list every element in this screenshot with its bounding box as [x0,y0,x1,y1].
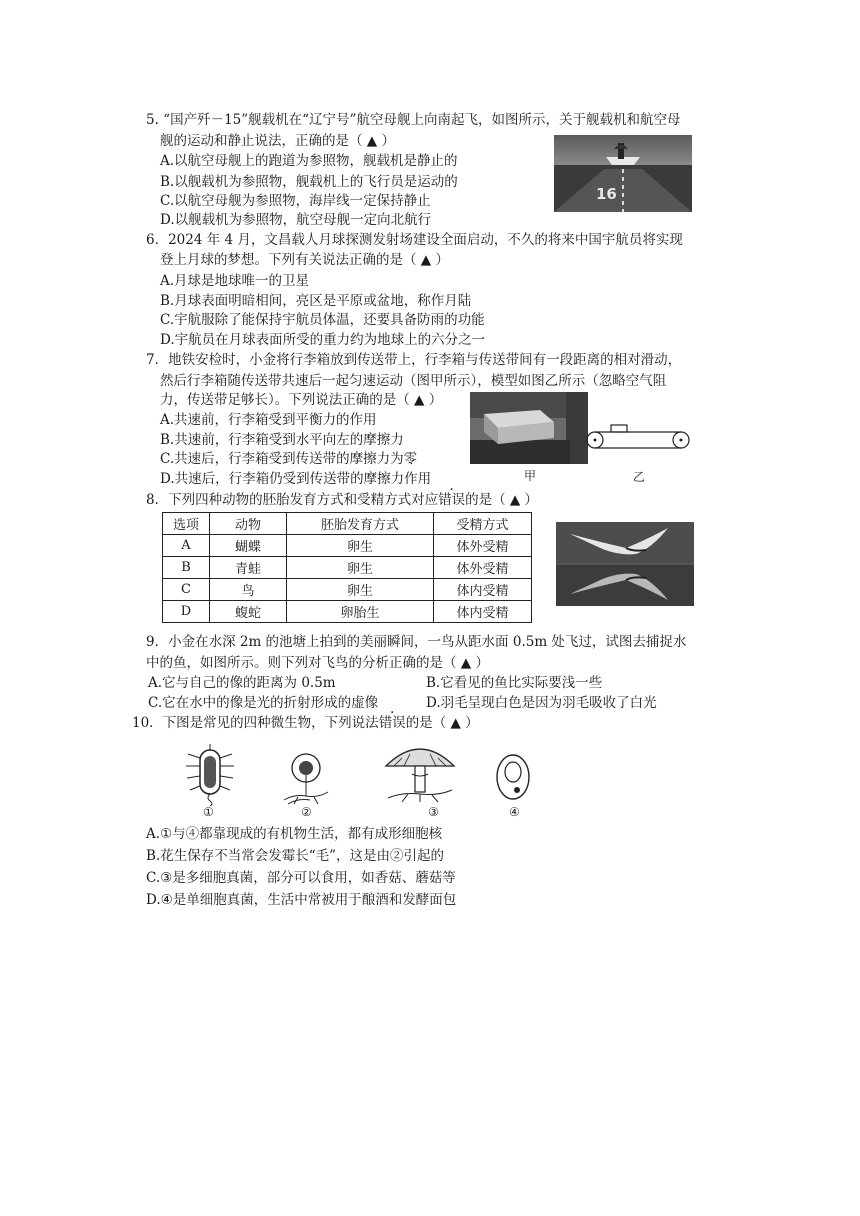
table-cell: 体外受精 [434,557,532,579]
table-cell: 体内受精 [434,601,532,623]
table-cell: 卵生 [287,557,434,579]
q9-stem-line1: 9．小金在水深 2m 的池塘上拍到的美丽瞬间，一鸟从距水面 0.5m 处飞过，试图去捕捉水 [146,634,687,650]
q10-option-a: A.①与④都靠现成的有机物生活，都有成形细胞核 [146,826,443,842]
q7-stem-line3: 力，传送带足够长）。下列说法正确的是（ ▲ ） [160,392,443,408]
q7-option-a: A.共速前，行李箱受到平衡力的作用 [160,412,377,428]
animal-development-table [162,512,532,623]
table-header-cell: 选项 [163,513,210,535]
table-cell: D [163,601,210,623]
q7-stem-line1: 7．地铁安检时，小金将行李箱放到传送带上，行李箱与传送带间有一段距离的相对滑动， [146,352,682,368]
table-row [163,601,532,623]
q10-option-b: B.花生保存不当常会发霉长“毛”，这是由②引起的 [146,848,445,864]
table-header-cell: 动物 [210,513,287,535]
q7-option-b: B.共速前，行李箱受到水平向左的摩擦力 [160,432,404,448]
figure-label-yi: 乙 [633,470,646,484]
table-row [163,535,532,557]
q5-option-a: A.以航空母舰上的跑道为参照物，舰载机是静止的 [160,153,458,169]
table-cell: C [163,579,210,601]
aircraft-carrier-photo [554,135,692,212]
emphasis-text: 错误 [378,715,406,731]
table-header-cell: 受精方式 [434,513,532,535]
q7-stem-line2: 然后行李箱随传送带共速后一起匀速运动（图甲所示），模型如图乙所示（忽略空气阻 [160,373,667,389]
q9-option-d: D.羽毛呈现白色是因为羽毛吸收了白光 [426,695,657,711]
microbe-label-4: ④ [509,805,520,819]
table-cell: 蝮蛇 [210,601,287,623]
table-cell: A [163,535,210,557]
table-cell: 青蛙 [210,557,287,579]
q9-option-b: B.它看见的鱼比实际要浅一些 [426,675,603,691]
microbe-label-3: ③ [428,805,439,819]
table-row [163,557,532,579]
q6-stem-line1: 6．2024 年 4 月，文昌载人月球探测发射场建设全面启动，不久的将来中国宇航员将实现 [146,232,683,248]
svg-text:16: 16 [596,185,617,203]
q9-stem-line2: 中的鱼，如图所示。则下列对飞鸟的分析正确的是（ ▲ ） [146,655,489,671]
table-cell: 体外受精 [434,535,532,557]
mold-illustration [280,750,332,806]
bacterium-illustration [184,744,236,806]
q9-option-a: A.它与自己的像的距离为 0.5m [148,675,336,691]
table-cell: 体内受精 [434,579,532,601]
table-row [163,579,532,601]
q6-stem-line2: 登上月球的梦想。下列有关说法正确的是（ ▲ ） [160,252,449,268]
q6-option-a: A.月球是地球唯一的卫星 [160,273,310,289]
q6-option-d: D.宇航员在月球表面所受的重力约为地球上的六分之一 [160,332,486,348]
q10-option-d: D.④是单细胞真菌，生活中常被用于酿酒和发酵面包 [146,892,457,908]
table-cell: 鸟 [210,579,287,601]
q7-option-d: D.共速后，行李箱仍受到传送带的摩擦力作用 [160,471,432,487]
yeast-illustration [493,752,533,802]
emphasis-text: 错误 [438,492,466,508]
mushroom-illustration [382,738,458,804]
table-cell: 卵生 [287,579,434,601]
bird-over-water-photo [556,522,694,606]
q6-option-c: C.宇航服除了能保持宇航员体温，还要具备防雨的功能 [160,312,485,328]
conveyor-model-diagram [585,420,691,456]
q6-option-b: B.月球表面明暗相间，亮区是平原或盆地，称作月陆 [160,293,472,309]
microbe-label-1: ① [203,805,214,819]
table-header-row [163,513,532,535]
table-cell: 蝴蝶 [210,535,287,557]
q9-option-c: C.它在水中的像是光的折射形成的虚像 [148,695,379,711]
microbe-label-2: ② [301,805,312,819]
q5-option-b: B.以舰载机为参照物，舰载机上的飞行员是运动的 [160,174,458,190]
luggage-conveyor-photo [470,392,588,464]
q5-option-c: C.以航空母舰为参照物，海岸线一定保持静止 [160,193,431,209]
q10-stem: 10．下图是常见的四种微生物，下列说法错误的是（ ▲ ） [132,715,479,731]
table-cell: 卵胎生 [287,601,434,623]
table-cell: 卵生 [287,535,434,557]
table-header-cell: 胚胎发育方式 [287,513,434,535]
table-cell: B [163,557,210,579]
q5-stem-line2: 舰的运动和静止说法，正确的是（ ▲ ） [160,133,395,149]
q8-stem: 8．下列四种动物的胚胎发育方式和受精方式对应错误的是（ ▲ ） [146,492,539,508]
q10-option-c: C.③是多细胞真菌，部分可以食用，如香菇、蘑菇等 [146,870,456,886]
figure-label-jia: 甲 [524,469,537,483]
q5-option-d: D.以舰载机为参照物，航空母舰一定向北航行 [160,212,432,228]
q7-option-c: C.共速后，行李箱受到传送带的摩擦力为零 [160,451,418,467]
q5-stem-line1: 5. “国产歼－15”舰载机在“辽宁号”航空母舰上向南起飞，如图所示，关于舰载机和航空母 [146,112,681,128]
